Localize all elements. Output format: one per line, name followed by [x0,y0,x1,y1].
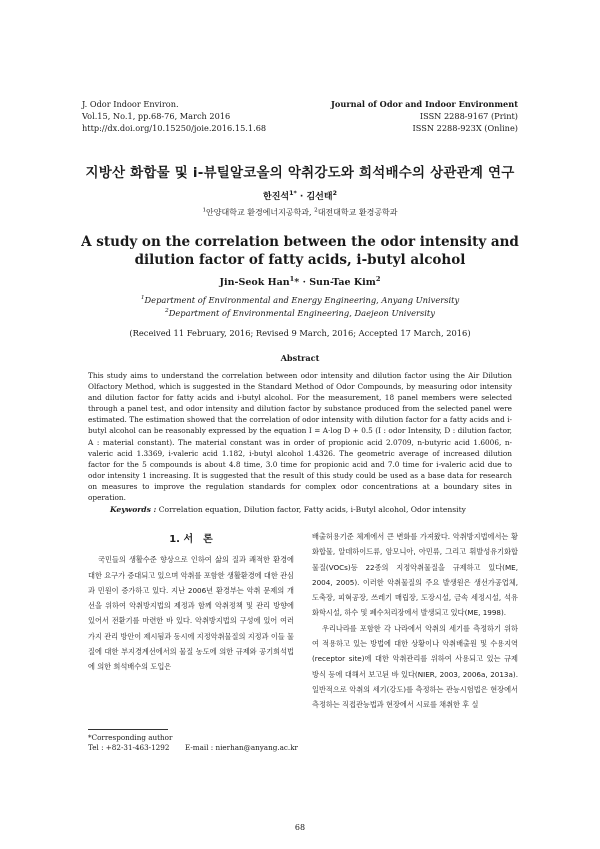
journal-abbrev: J. Odor Indoor Environ. [82,99,179,109]
english-author-mark: * · [294,277,310,288]
korean-author-2: 김선태 [306,192,333,202]
english-affil-1-sup: 1 [140,295,145,302]
corresponding-author-footnote [88,733,298,753]
volume-info: Vol.15, No.1, pp.68-76, March 2016 [82,111,231,121]
issn-print: ISSN 2288-9167 (Print) [419,111,518,121]
body-paragraph: 배출허용기준 체계에서 큰 변화를 가져왔다. 악취방지법에서는 황화합물, 알데하이드류, 암모니아, 아민류, 그리고 휘발성유기화합물질(VOCs)등 22종의 지정악취물질을 규제하고 있다(ME, 2004, 2005). 이러한 악취물질의 주요 발생원은 생선가공업체, 도축장, 피혁공장, 쓰레기 매립장, 도장시설, 금속 세정시설, 석유화학시설, 하수 및 폐수처리장에서 발생되고 있다(ME, 1998). [312,532,518,618]
korean-affil-2-sup: 2 [314,207,318,214]
korean-author-2-sup: 2 [332,190,337,197]
korean-author-1-sup: 1* [289,190,297,197]
korean-authors [0,189,600,202]
korean-author-1: 한진석 [263,192,290,202]
section-heading-introduction: 1. 서 론 [169,534,213,545]
abstract-heading: Abstract [280,353,320,363]
received-dates: (Received 11 February, 2016; Revised 9 March, 2016; Accepted 17 March, 2016) [129,328,471,338]
journal-issn-block [331,98,518,134]
english-affil-1-line [0,294,600,307]
issn-online: ISSN 2288-923X (Online) [412,123,518,133]
page-number: 68 [294,823,306,832]
journal-title: Journal of Odor and Indoor Environment [331,99,518,109]
english-author-2: Sun-Tae Kim [309,277,376,288]
footnote-contact-row [88,743,298,753]
footnote-label: *Corresponding author [88,733,173,742]
korean-affil-2: 대전대학교 환경공학과 [317,208,398,217]
english-author-1: Jin-Seok Han [219,277,290,288]
keywords-label: Keywords : [110,505,157,514]
abstract-text: This study aims to understand the correlation between odor intensity and dilution factor using the Air Dilution Olfactory Method, which is suggested in the Standard Method of Odor Compounds, by measuring odor intensity and dilution factor for fatty acids and i-butyl alcohol. For the measurement, 18 panel members were selected through a panel test, and odor intensity and dilution factor by substance produced from the selected panel were estimated. The estimation showed that the correlation of odor intensity with dilution factor for a fatty acids and i-butyl alcohol can be reasonably expressed by the equation I = A·log D + 0.5 (I : odor Intensity, D : dilution factor, A : material constant). The material constant was in order of propionic acid 2.0709, n-butyric acid 1.6006, n-valeric acid 1.3369, i-valeric acid 1.182, i-butyl alcohol 1.4326. The geometric average of increased dilution factor for the 5 compounds is about 4.8 time, 3.0 time for propionic acid and 7.0 time for i-valeric acid due to odor intensity 1 increasing. It is suggested that the result of this study could be used as a base data for research on measures to improve the regulation standards for complex odor concentrations at a boundary sites in operation. [88,371,512,503]
english-affil-2: Department of Environmental Engineering, Daejeon University [168,308,435,318]
english-authors [0,274,600,288]
body-column-left [88,529,294,675]
korean-title: 지방산 화합물 및 i-뷰틸알코올의 악취강도와 희석배수의 상관관계 연구 [85,165,515,181]
keywords-list: Correlation equation, Dilution factor, Fatty acids, i-Butyl alcohol, Odor intensity [158,505,466,514]
english-affiliations [0,294,600,320]
footnote-email[interactable]: E-mail : nierhan@anyang.ac.kr [184,743,298,752]
korean-affiliations [0,207,600,218]
english-affil-1: Department of Environmental and Energy Engineering, Anyang University [144,295,460,305]
korean-affil-1-sup: 1 [202,207,207,214]
english-author-2-sup: 2 [375,274,381,283]
english-affil-2-line [0,307,600,320]
body-paragraph: 국민들의 생활수준 향상으로 인하여 삶의 질과 쾌적한 환경에 대한 요구가 증대되고 있으며 악취를 포함한 생활환경에 대한 관심과 민원이 증가하고 있다. 지난 2006년 환경부는 악취 문제의 개선을 위하여 악취방지법의 제정과 함께 악취정책 및 관리 방향에 있어서 전환기를 마련한 바 있다. 악취방지법의 구성에 있어 여러 가지 관리 방안이 제시됨과 동시에 지정악취물질의 지정과 이들 물질에 대한 부지경계선에서의 물질 농도에 의한 규제와 공기희석법에 의한 희석배수의 도입은 [88,555,294,672]
keywords-line [110,505,510,514]
english-affil-2-sup: 2 [165,308,169,315]
korean-author-separator: · [296,192,307,202]
footnote-tel: Tel : +82-31-463-1292 [88,743,170,752]
body-column-right [312,529,518,713]
doi-link[interactable]: http://dx.doi.org/10.15250/joie.2016.15.1.68 [82,123,267,133]
journal-citation-block [82,98,266,134]
korean-affil-1: 안양대학교 환경에너지공학과, [206,208,315,217]
english-author-1-sup: 1 [289,274,295,283]
body-paragraph: 우리나라를 포함한 각 나라에서 악취의 세기를 측정하기 위하여 적용하고 있는 방법에 대한 상황이나 악취배출원 및 수용지역(receptor site)에 대한 악취관리를 위하여 사용되고 있는 규제 방식 등에 대해서 보고된 바 있다(NIER, 2003, 2006a, 2013a). 일반적으로 악취의 세기(강도)를 측정하는 관능시험법은 현장에서 측정하는 직접관능법과 현장에서 시료를 채취한 후 실 [312,623,518,710]
footnote-divider [88,729,168,730]
english-title: A study on the correlation between the odor intensity and dilution factor of fatty acids, i-butyl alcohol [81,234,519,268]
